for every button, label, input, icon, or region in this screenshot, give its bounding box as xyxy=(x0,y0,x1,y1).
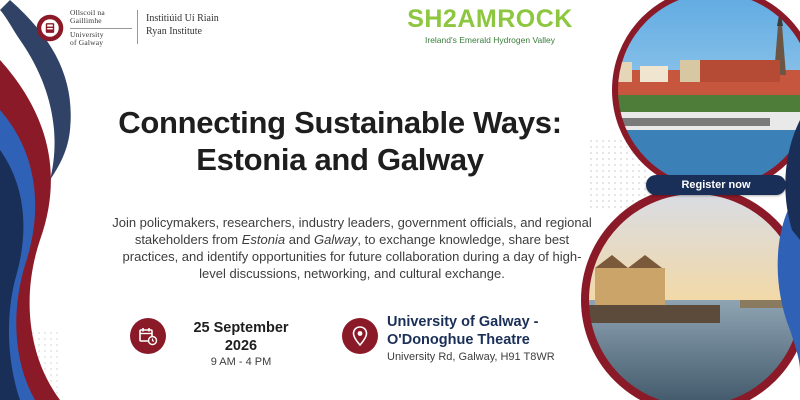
description-part2: and xyxy=(285,232,315,247)
university-english-line1: University xyxy=(70,29,104,39)
map-pin-icon xyxy=(342,318,378,354)
venue-address: University Rd, Galway, H91 T8WR xyxy=(387,351,555,363)
university-seal-icon xyxy=(36,8,64,48)
event-title-line1: Connecting Sustainable Ways: xyxy=(118,105,562,140)
event-date: 25 September 2026 xyxy=(193,320,289,354)
venue-name-line2: O'Donoghue Theatre xyxy=(387,332,530,348)
register-now-button[interactable]: Register now xyxy=(646,175,786,195)
calendar-clock-glyph xyxy=(138,326,158,346)
event-title-line2: Estonia and Galway xyxy=(196,142,484,177)
ryan-institute-english: Ryan Institute xyxy=(146,26,202,37)
description-part3: , to exchange knowledge, share best practices, and identify opportunities for future collaboration during a day of high-level discussions, networking, and cultural exchange. xyxy=(122,232,582,281)
shamrock-tagline: Ireland's Emerald Hydrogen Valley xyxy=(425,35,555,45)
event-venue-block xyxy=(387,313,597,366)
ryan-institute-irish: Institiúid Uí Riain xyxy=(146,13,219,24)
university-english-line2: of Galway xyxy=(70,38,104,47)
university-of-galway-logo xyxy=(36,6,132,50)
map-pin-glyph xyxy=(352,326,368,346)
event-time: 9 AM - 4 PM xyxy=(210,356,272,368)
university-irish-line1: Ollscoil na xyxy=(70,7,105,17)
event-date-block xyxy=(176,319,306,370)
venue-name-line1: University of Galway - xyxy=(387,314,539,330)
shamrock-title: SH2AMROCK xyxy=(407,5,573,33)
calendar-clock-icon xyxy=(130,318,166,354)
university-name xyxy=(70,9,132,48)
university-irish-line2: Gaillimhe xyxy=(70,16,102,25)
description-place-galway: Galway xyxy=(314,232,358,247)
description-place-estonia: Estonia xyxy=(241,232,286,247)
description-part1: Join policymakers, researchers, industry leaders, government officials, and regional stakeholders from xyxy=(112,215,592,247)
event-title xyxy=(60,104,620,178)
ryan-institute-logo xyxy=(146,12,219,38)
event-description xyxy=(110,214,594,282)
logo-divider xyxy=(137,10,138,44)
shamrock-logo xyxy=(390,6,590,45)
